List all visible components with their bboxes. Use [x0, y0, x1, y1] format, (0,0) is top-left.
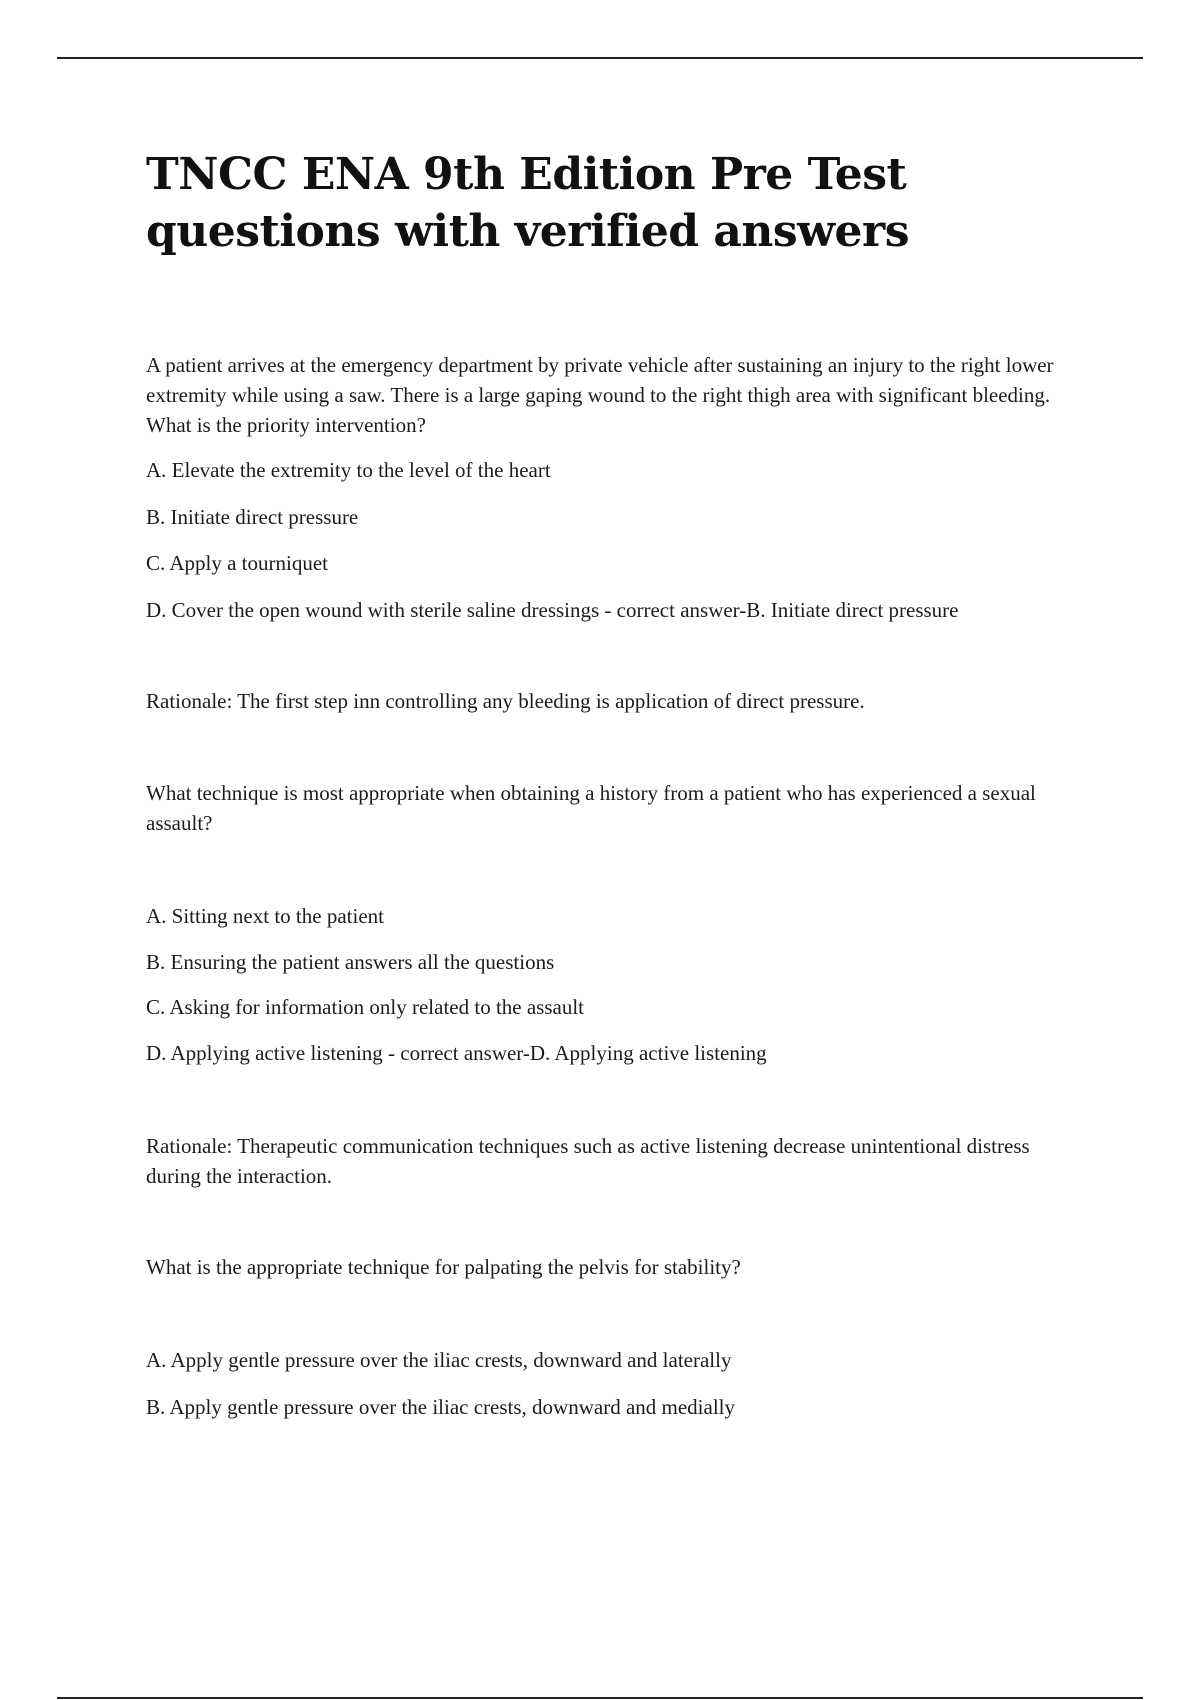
question-1-text: A patient arrives at the emergency department by private vehicle after sustaining an injury to the right lower extremity while using a saw. There is a large gaping wound to the right thigh area with significant bleeding. What is the priority intervention?	[146, 353, 1054, 437]
question-1-rationale: Rationale: The first step inn controlling any bleeding is application of direct pressure.	[146, 689, 865, 713]
document-title: TNCC ENA 9th Edition Pre Test questions with verified answers	[146, 149, 909, 257]
question-2-option-c: C. Asking for information only related to the assault	[146, 995, 585, 1019]
question-2-rationale: Rationale: Therapeutic communication techniques such as active listening decrease unintentional distress during the interaction.	[146, 1134, 1030, 1188]
top-divider	[57, 57, 1143, 59]
question-1-option-d: D. Cover the open wound with sterile saline dressings - correct answer-B. Initiate direct pressure	[146, 598, 959, 622]
question-3-text: What is the appropriate technique for palpating the pelvis for stability?	[146, 1255, 741, 1279]
question-2-option-d: D. Applying active listening - correct answer-D. Applying active listening	[146, 1041, 767, 1065]
question-2-option-a: A. Sitting next to the patient	[146, 904, 384, 928]
question-2-text: What technique is most appropriate when obtaining a history from a patient who has experienced a sexual assault?	[146, 781, 1036, 835]
question-1-option-b: B. Initiate direct pressure	[146, 505, 359, 529]
question-3-option-b: B. Apply gentle pressure over the iliac crests, downward and medially	[146, 1395, 736, 1419]
question-2-option-b: B. Ensuring the patient answers all the questions	[146, 950, 555, 974]
question-1-option-c: C. Apply a tourniquet	[146, 551, 328, 575]
bottom-divider	[57, 1697, 1143, 1699]
question-3-option-a: A. Apply gentle pressure over the iliac crests, downward and laterally	[146, 1348, 732, 1372]
question-1-option-a: A. Elevate the extremity to the level of the heart	[146, 458, 551, 482]
